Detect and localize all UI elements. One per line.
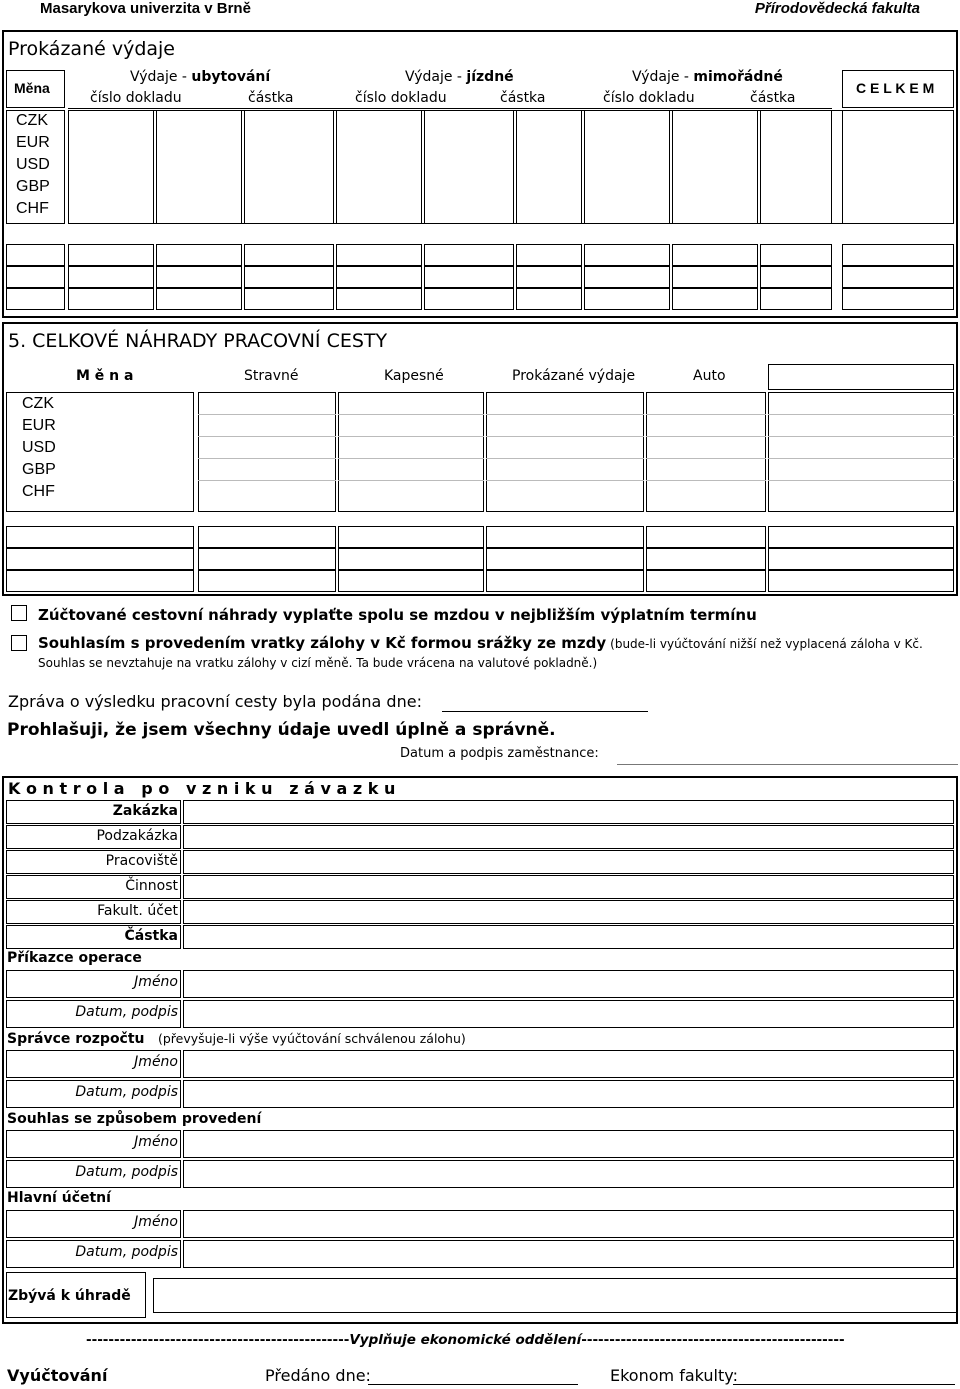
group-ubytovani: Výdaje - ubytování [130,69,271,85]
s5-entry-cell[interactable] [768,392,954,512]
s5-row-line [198,436,336,437]
expenses-entry-cell[interactable] [336,110,422,224]
s5-row-line [198,480,336,481]
s5-currency-gbp: GBP [22,461,56,478]
signature-value-cell[interactable] [183,1160,954,1188]
payroll-label: Zúčtované cestovní náhrady vyplaťte spolu se mzdou v nejbližším výplatním termínu [38,606,757,624]
expenses-extra-cell[interactable] [760,288,832,310]
expenses-extra-cell[interactable] [672,288,758,310]
refund-label-bold: Souhlasím s provedením vratky zálohy v Kč formou srážky ze mzdy [38,634,607,652]
university-name: Masarykova univerzita v Brně [40,0,251,17]
currency-header: Měna [14,80,50,96]
s5-extra-cell[interactable] [338,526,484,548]
control-row-label: Podzakázka [96,828,178,844]
refund-note1: (bude-li vyúčtování nižší než vyplacená záloha v Kč. [610,637,923,651]
expenses-extra-currency-cell[interactable] [6,288,65,310]
s5-extra-cell[interactable] [646,548,766,570]
signature-row-label: Datum, podpis [75,1244,178,1260]
expenses-extra-cell[interactable] [244,244,334,266]
handed-label: Předáno dne: [265,1366,371,1385]
refund-label [38,634,923,652]
economist-line[interactable] [733,1384,955,1385]
signature-value-cell[interactable] [183,1240,954,1268]
expenses-extra-cell[interactable] [842,244,954,266]
control-value-cell[interactable] [183,825,954,849]
currency-eur: EUR [16,134,50,151]
s5-entry-cell[interactable] [646,392,766,512]
remaining-field[interactable] [153,1278,957,1313]
s5-row-line [198,458,336,459]
econ-divider [86,1332,845,1348]
budget-label: Správce rozpočtu [7,1031,145,1047]
control-row-label: Činnost [125,878,178,894]
s5-col-currency: M ě n a [76,368,134,384]
report-submitted: Zpráva o výsledku pracovní cesty byla podána dne: [8,692,422,711]
s5-row-line [646,480,766,481]
control-value-cell[interactable] [183,900,954,924]
expenses-title: Prokázané výdaje [8,38,176,60]
employee-signature-line[interactable] [617,764,958,765]
signature-row-label: Jméno [134,974,178,990]
payer-label: Příkazce operace [7,950,142,966]
expenses-extra-cell[interactable] [672,244,758,266]
expenses-extra-cell[interactable] [584,288,670,310]
expenses-entry-cell[interactable] [68,110,154,224]
remaining-label: Zbývá k úhradě [8,1288,131,1304]
expenses-extra-cell[interactable] [424,288,514,310]
s5-row-line [338,414,484,415]
s5-row-line [768,414,954,415]
signature-value-cell[interactable] [183,1080,954,1108]
expenses-extra-cell[interactable] [760,266,832,288]
sub-amount-2: částka [500,90,546,106]
s5-extra-currency-cell[interactable] [6,570,194,592]
currency-czk: CZK [16,112,48,129]
group-mimoradne: Výdaje - mimořádné [632,69,783,85]
s5-extra-cell[interactable] [646,570,766,592]
control-value-cell[interactable] [183,925,954,949]
s5-extra-cell[interactable] [486,570,644,592]
signature-row-label: Jméno [134,1214,178,1230]
s5-extra-cell[interactable] [768,526,954,548]
signature-value-cell[interactable] [183,970,954,998]
currency-gbp: GBP [16,178,50,195]
expenses-entry-cell[interactable] [672,110,758,224]
s5-col-auto: Auto [693,368,726,384]
econ-dashes-right: ----------------------------------------------- [581,1332,845,1348]
expenses-extra-cell[interactable] [760,244,832,266]
expenses-extra-cell[interactable] [424,244,514,266]
currency-usd: USD [16,156,50,173]
expenses-extra-cell[interactable] [424,266,514,288]
control-row-label: Částka [124,928,178,944]
expenses-extra-cell[interactable] [842,288,954,310]
s5-row-line [768,436,954,437]
s5-entry-cell[interactable] [486,392,644,512]
expenses-extra-cell[interactable] [336,244,422,266]
control-row-label: Pracoviště [105,853,178,869]
s5-row-line [646,458,766,459]
signature-row-label: Jméno [134,1134,178,1150]
sub-doc-3: číslo dokladu [603,90,695,106]
control-title: K o n t r o l a p o v z n i k u z á v a z k u [8,779,396,798]
handed-line[interactable] [368,1384,578,1385]
signature-value-cell[interactable] [183,1050,954,1078]
economist-label: Ekonom fakulty: [610,1366,738,1385]
expenses-extra-cell[interactable] [156,288,242,310]
s5-extra-cell[interactable] [646,526,766,548]
expenses-extra-cell[interactable] [584,244,670,266]
s5-row-line [768,480,954,481]
header-underline [68,108,832,109]
s5-extra-currency-cell[interactable] [6,526,194,548]
s5-row-line [198,414,336,415]
expenses-entry-cell[interactable] [584,110,670,224]
expenses-extra-currency-cell[interactable] [6,244,65,266]
s5-row-line [646,414,766,415]
employee-signature-label: Datum a podpis zaměstnance: [400,746,599,761]
signature-row-label: Jméno [134,1054,178,1070]
refund-checkbox[interactable] [11,635,27,651]
s5-row-line [338,480,484,481]
group-jizdne: Výdaje - jízdné [405,69,514,85]
s5-currency-usd: USD [22,439,56,456]
accountant-label: Hlavní účetní [7,1190,111,1206]
s5-col-prokazane: Prokázané výdaje [512,368,636,384]
settlement-label: Vyúčtování [7,1366,108,1385]
expenses-extra-cell[interactable] [516,288,582,310]
expenses-entry-cell[interactable] [244,110,334,224]
s5-row-line [646,436,766,437]
signature-row-label: Datum, podpis [75,1084,178,1100]
expenses-extra-cell[interactable] [156,244,242,266]
s5-row-line [338,436,484,437]
control-value-cell[interactable] [183,850,954,874]
econ-dashes-left: ----------------------------------------------- [86,1332,350,1348]
expenses-extra-cell[interactable] [68,266,154,288]
expenses-extra-cell[interactable] [584,266,670,288]
expenses-entry-cell[interactable] [156,110,242,224]
expenses-extra-cell[interactable] [68,288,154,310]
s5-row-line [486,480,644,481]
total-header: C E L K E M [856,80,935,96]
expenses-extra-cell[interactable] [336,266,422,288]
s5-entry-cell[interactable] [198,392,336,512]
s5-col-kapesne: Kapesné [384,368,444,384]
control-value-cell[interactable] [183,800,954,824]
s5-extra-cell[interactable] [768,570,954,592]
expenses-extra-cell[interactable] [244,266,334,288]
s5-row-line [486,414,644,415]
s5-extra-cell[interactable] [768,548,954,570]
s5-row-line [768,458,954,459]
s5-row-line [486,436,644,437]
refund-note2: Souhlas se nevztahuje na vratku zálohy v cizí měně. Ta bude vrácena na valutové pokladně.) [38,656,598,670]
expenses-extra-cell[interactable] [244,288,334,310]
s5-extra-cell[interactable] [486,526,644,548]
budget-note: (převyšuje-li výše vyúčtování schválenou zálohu) [158,1031,466,1046]
expenses-extra-currency-cell[interactable] [6,266,65,288]
expenses-extra-cell[interactable] [516,244,582,266]
econ-label: Vyplňuje ekonomické oddělení [349,1332,582,1348]
expenses-entry-cell[interactable] [760,110,832,224]
s5-currency-czk: CZK [22,395,54,412]
expenses-extra-cell[interactable] [156,266,242,288]
signature-row-label: Datum, podpis [75,1164,178,1180]
s5-currency-chf: CHF [22,483,55,500]
s5-row-line [338,458,484,459]
currency-chf: CHF [16,200,49,217]
consent-label: Souhlas se způsobem provedení [7,1111,262,1127]
report-date-line[interactable] [442,711,648,712]
s5-col-stravne: Stravné [244,368,299,384]
declaration: Prohlašuji, že jsem všechny údaje uvedl úplně a správně. [7,720,556,740]
expenses-entry-cell[interactable] [516,110,582,224]
sub-doc-1: číslo dokladu [90,90,182,106]
sub-amount-1: částka [248,90,294,106]
s5-extra-cell[interactable] [198,548,336,570]
expenses-entry-cell[interactable] [842,110,954,224]
expenses-extra-cell[interactable] [68,244,154,266]
s5-extra-cell[interactable] [338,548,484,570]
expenses-entry-cell[interactable] [424,110,514,224]
s5-extra-cell[interactable] [338,570,484,592]
expenses-extra-cell[interactable] [842,266,954,288]
expenses-extra-cell[interactable] [336,288,422,310]
control-row-label: Fakult. účet [97,903,178,919]
signature-value-cell[interactable] [183,1130,954,1158]
control-value-cell[interactable] [183,875,954,899]
s5-extra-currency-cell[interactable] [6,548,194,570]
s5-extra-cell[interactable] [198,526,336,548]
s5-extra-cell[interactable] [198,570,336,592]
s5-entry-cell[interactable] [338,392,484,512]
signature-row-label: Datum, podpis [75,1004,178,1020]
sub-doc-2: číslo dokladu [355,90,447,106]
signature-value-cell[interactable] [183,1000,954,1028]
payroll-checkbox[interactable] [11,605,27,621]
expenses-extra-cell[interactable] [672,266,758,288]
s5-header-total-cell [768,364,954,390]
section5-title: 5. CELKOVÉ NÁHRADY PRACOVNÍ CESTY [8,330,388,352]
s5-extra-cell[interactable] [486,548,644,570]
s5-currency-eur: EUR [22,417,56,434]
s5-row-line [486,458,644,459]
control-row-label: Zakázka [112,803,178,819]
signature-value-cell[interactable] [183,1210,954,1238]
sub-amount-3: částka [750,90,796,106]
faculty-name: Přírodovědecká fakulta [754,0,920,17]
expenses-extra-cell[interactable] [516,266,582,288]
